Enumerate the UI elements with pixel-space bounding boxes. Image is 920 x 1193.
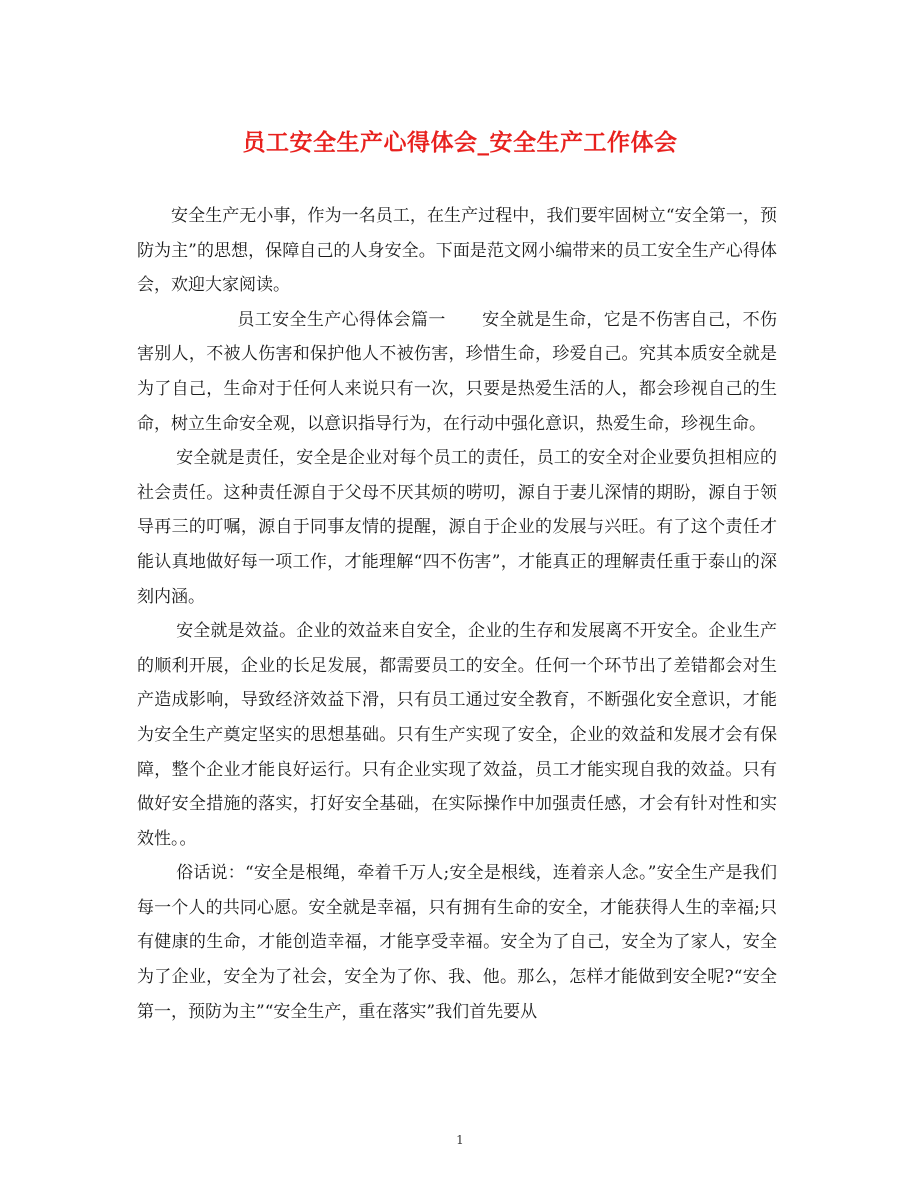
body-paragraph-benefit: 安全就是效益。企业的效益来自安全，企业的生存和发展离不开安全。企业生产的顺利开展，企业的长足发展，都需要员工的安全。任何一个环节出了差错都会对生产造成影响，导致经济效益下滑，只有员工通过安全教育，不断强化安全意识，才能为安全生产奠定坚实的思想基础。只有生产实现了安全，企业的效益和发展才会有保障，整个企业才能良好运行。只有企业实现了效益，员工才能实现自我的效益。只有做好安全措施的落实，打好安全基础，在实际操作中加强责任感，才会有针对性和实效性。。: [137, 621, 777, 849]
intro-paragraph: 安全生产无小事，作为一名员工，在生产过程中，我们要牢固树立“安全第一，预防为主”的思想，保障自己的人身安全。下面是范文网小编带来的员工安全生产心得体会，欢迎大家阅读。: [137, 206, 777, 296]
page-number: 1: [456, 1133, 464, 1147]
document-title: 员工安全生产心得体会_安全生产工作体会: [242, 129, 678, 156]
body-paragraph-responsibility: 安全就是责任，安全是企业对每个员工的责任，员工的安全对企业要负担相应的社会责任。这种责任源自于父母不厌其烦的唠叨，源自于妻儿深情的期盼，源自于领导再三的叮嘱，源自于同事友情的提醒，源自于企业的发展与兴旺。有了这个责任才能认真地做好每一项工作，才能理解“四不伤害”，才能真正的理解责任重于泰山的深刻内涵。: [137, 448, 777, 607]
section-paragraph: [137, 303, 777, 441]
body-paragraph-saying: 俗话说：“安全是根绳，牵着千万人;安全是根线，连着亲人念。”安全生产是我们每一个人的共同心愿。安全就是幸福，只有拥有生命的安全，才能获得人生的幸福;只有健康的生命，才能创造幸福，才能享受幸福。安全为了自己，安全为了家人，安全为了企业，安全为了社会，安全为了你、我、他。那么，怎样才能做到安全呢?“安全第一，预防为主”“安全生产，重在落实”我们首先要从: [137, 863, 777, 1022]
document-body: [137, 199, 777, 1029]
section-heading: 员工安全生产心得体会篇一: [237, 309, 446, 330]
section-first-paragraph: 安全就是生命，它是不伤害自己，不伤害别人，不被人伤害和保护他人不被伤害，珍惜生命，珍爱自己。究其本质安全就是为了自己，生命对于任何人来说只有一次，只要是热爱生活的人，都会珍视自己的生命，树立生命安全观，以意识指导行为，在行动中强化意识，热爱生命，珍视生命。: [137, 309, 778, 434]
